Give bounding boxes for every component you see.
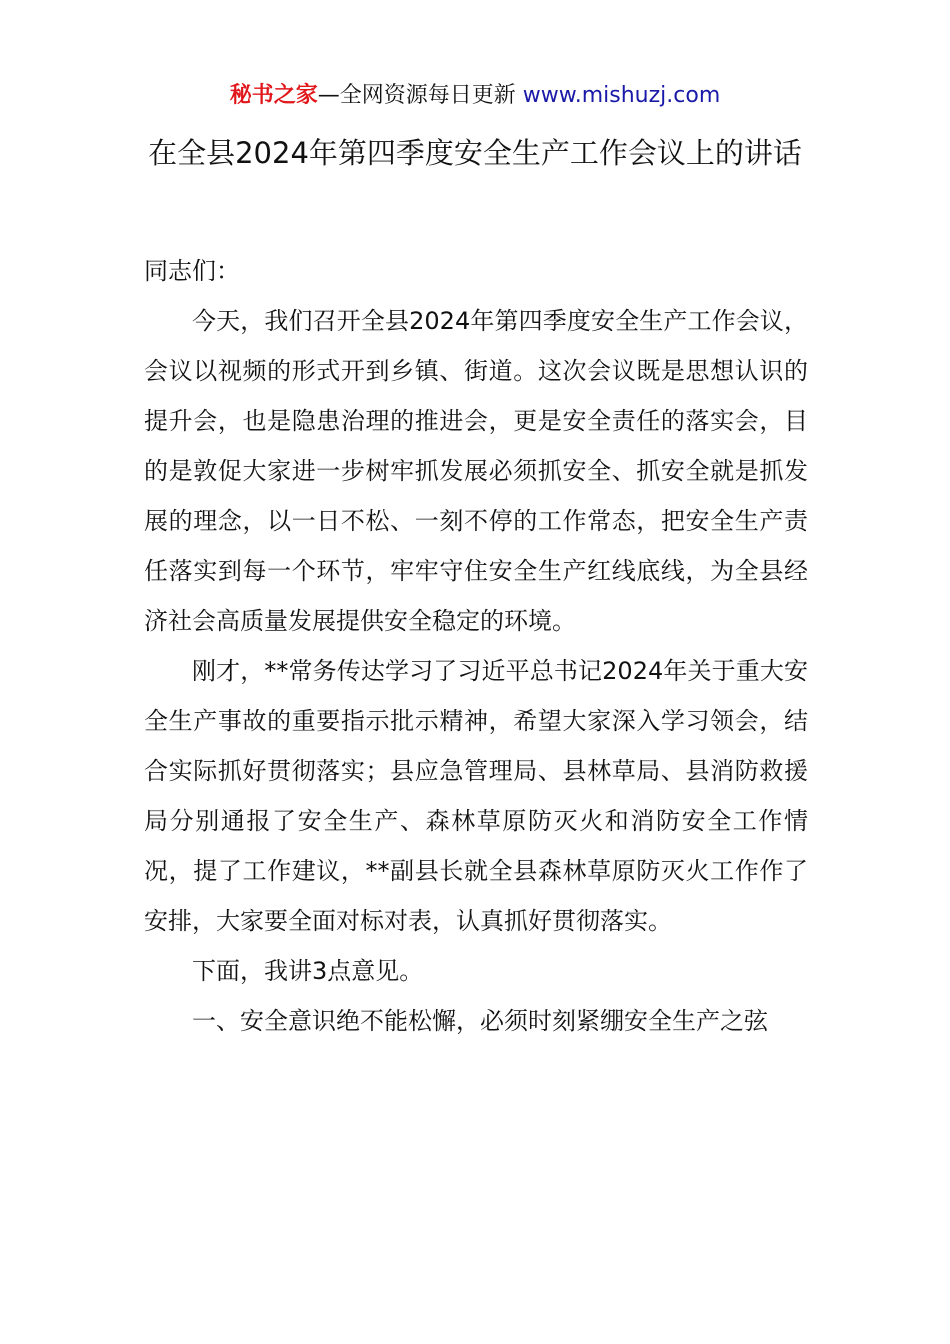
site-url-link[interactable]: www.mishuzj.com — [522, 83, 721, 108]
salutation: 同志们： — [144, 257, 240, 285]
paragraph-1: 今天，我们召开全县2024年第四季度安全生产工作会议，会议以视频的形式开到乡镇、街道。这次会议既是思想认识的提升会，也是隐患治理的推进会，更是安全责任的落实会，目的是敦促大家进一步树牢抓发展必须抓安全、抓安全就是抓发展的理念，以一日不松、一刻不停的工作常态，把安全生产责任落实到每一个环节，牢牢守住安全生产红线底线，为全县经济社会高质量发展提供安全稳定的环境。 — [144, 307, 808, 635]
banner-tagline: —全网资源每日更新 — [317, 83, 516, 108]
paragraph-3: 下面，我讲3点意见。 — [192, 957, 424, 985]
document-body — [144, 246, 808, 1046]
document-title: 在全县2024年第四季度安全生产工作会议上的讲话 — [148, 136, 802, 170]
brand-name: 秘书之家 — [229, 83, 318, 108]
paragraph-2: 刚才，**常务传达学习了习近平总书记2024年关于重大安全生产事故的重要指示批示精神，希望大家深入学习领会，结合实际抓好贯彻落实；县应急管理局、县林草局、县消防救援局分别通报了安全生产、森林草原防灭火和消防安全工作情况，提了工作建议，**副县长就全县森林草原防灭火工作作了安排，大家要全面对标对表，认真抓好贯彻落实。 — [144, 657, 808, 935]
header-banner — [0, 80, 950, 112]
section-heading-1: 一、安全意识绝不能松懈，必须时刻紧绷安全生产之弦 — [192, 1007, 768, 1035]
